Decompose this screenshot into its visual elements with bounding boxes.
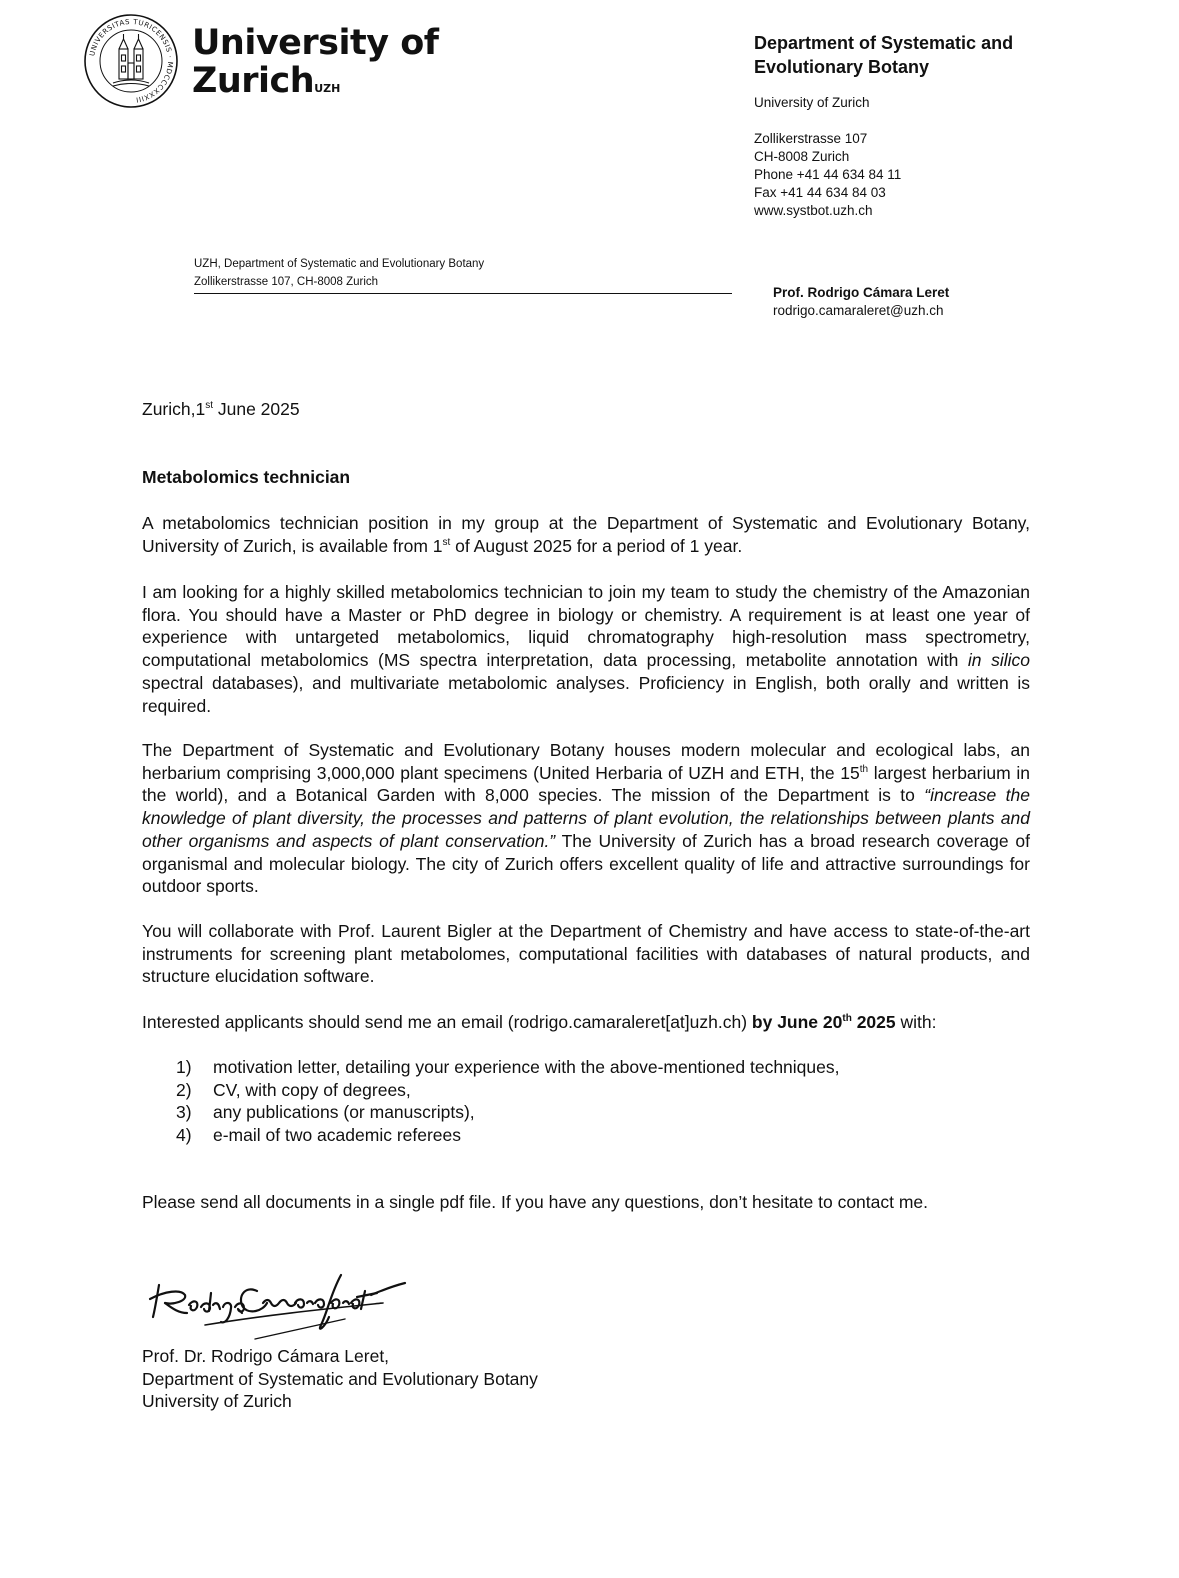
signatory-name: Prof. Dr. Rodrigo Cámara Leret, bbox=[142, 1346, 390, 1366]
list-item-number: 4) bbox=[176, 1125, 192, 1146]
list-item-text: CV, with copy of degrees, bbox=[213, 1079, 411, 1100]
department-contact bbox=[754, 130, 901, 220]
signatory-department: Department of Systematic and Evolutionary Botany bbox=[142, 1368, 538, 1389]
para3-text-a: The Department of Systematic and Evolutionary Botany houses modern molecular and ecological labs, an herbarium comprising 3,000,000 plant specimens (United Herbaria of UZH and ETH, the 15 bbox=[142, 740, 1030, 783]
requirements-list bbox=[176, 1056, 840, 1147]
sender-line1: UZH, Department of Systematic and Evolutionary Botany bbox=[194, 258, 485, 270]
university-seal-logo bbox=[83, 13, 179, 109]
department-heading bbox=[754, 31, 1013, 79]
paragraph-collaboration: You will collaborate with Prof. Laurent Bigler at the Department of Chemistry and have access to state-of-the-art instruments for screening plant metabolomes, computational facilities with databases of natural products, and structure elucidation software. bbox=[142, 921, 1030, 987]
para2-italic: in silico bbox=[967, 650, 1030, 671]
professor-contact bbox=[773, 284, 949, 320]
deadline bbox=[752, 1012, 896, 1032]
signatory-university: University of Zurich bbox=[142, 1391, 292, 1412]
para3-mission-quote: “increase the knowledge of plant diversity, the processes and patterns of plant evolution, the relationships between plants and other organisms and aspects of plant conservation.” bbox=[142, 785, 1030, 851]
para5-text-b: with: bbox=[895, 1012, 937, 1032]
deadline-text-a: by June 20 bbox=[751, 1012, 843, 1032]
list-item-text: any publications (or manuscripts), bbox=[213, 1102, 475, 1123]
professor-name: Prof. Rodrigo Cámara Leret bbox=[773, 285, 950, 300]
postal-city: CH-8008 Zurich bbox=[754, 149, 850, 164]
list-item-text: e-mail of two academic referees bbox=[213, 1125, 462, 1146]
para5-text-a: Interested applicants should send me an email (rodrigo.camaraleret[at]uzh.ch) bbox=[142, 1012, 752, 1032]
department-heading-line1: Department of Systematic and bbox=[754, 33, 1014, 53]
department-institution bbox=[754, 94, 870, 112]
sender-line2: Zollikerstrasse 107, CH-8008 Zurich bbox=[194, 276, 379, 288]
list-item-number: 2) bbox=[176, 1079, 192, 1100]
department-heading-line2: Evolutionary Botany bbox=[754, 57, 930, 77]
closing-sentence: Please send all documents in a single pdf file. If you have any questions, don’t hesitate to contact me. bbox=[142, 1192, 929, 1212]
para2-text-b: spectral databases), and multivariate metabolomic analyses. Proficiency in English, both orally and written is required. bbox=[142, 672, 1030, 716]
para3-sup: th bbox=[859, 763, 869, 775]
list-item-number: 1) bbox=[176, 1057, 192, 1077]
list-item bbox=[176, 1124, 840, 1147]
letter-date bbox=[142, 399, 300, 420]
sender-return-address bbox=[194, 255, 732, 294]
letter-title: Metabolomics technician bbox=[142, 467, 351, 487]
university-name-suffix: UZH bbox=[314, 82, 341, 95]
para1-sup: st bbox=[442, 536, 451, 548]
date-suffix: June 2025 bbox=[213, 399, 300, 419]
svg-text:UNIVERSITAS TURICENSIS · MDCCC: UNIVERSITAS TURICENSIS · MDCCCXXXIII bbox=[88, 17, 175, 104]
deadline-sup: th bbox=[842, 1013, 852, 1025]
street-address: Zollikerstrasse 107 bbox=[754, 131, 868, 146]
para2-text-a: I am looking for a highly skilled metabolomics technician to join my team to study the chemistry of the Amazonian flora. You should have a Master or PhD degree in biology or chemistry. A requirement is at least one year of experience with untargeted metabolomics, liquid chromatography high-resolution mass spectrometry, computational metabolomics (MS spectra interpretation, data processing, metabolite annotation with bbox=[142, 582, 1030, 671]
para1-text-a: A metabolomics technician position in my group at the Department of Systematic and Evolutionary Botany, University of Zurich, is available from 1 bbox=[142, 513, 1030, 556]
para3-text-c: The University of Zurich has a broad research coverage of organismal and molecular biology. The city of Zurich offers excellent quality of life and attractive surroundings for outdoor sports. bbox=[142, 830, 1030, 897]
list-item-number: 3) bbox=[176, 1102, 192, 1123]
deadline-text-b: 2025 bbox=[851, 1012, 896, 1032]
list-item bbox=[176, 1079, 840, 1102]
fax-number: Fax +41 44 634 84 03 bbox=[754, 185, 886, 200]
paragraph-application bbox=[142, 1011, 1030, 1034]
paragraph-position bbox=[142, 512, 1030, 557]
university-name-line1: University of bbox=[192, 23, 439, 63]
paragraph-requirements bbox=[142, 581, 1030, 717]
date-prefix: Zurich,1 bbox=[142, 399, 206, 419]
university-name-line2: Zurich bbox=[192, 61, 315, 101]
signature-block bbox=[142, 1345, 538, 1413]
university-name bbox=[192, 24, 438, 100]
paragraph-department bbox=[142, 739, 1030, 898]
list-item bbox=[176, 1056, 840, 1079]
professor-email[interactable]: rodrigo.camaraleret@uzh.ch bbox=[773, 303, 944, 318]
para3-text-b: largest herbarium in the world), and a Botanical Garden with 8,000 species. The mission of the Department is to bbox=[142, 762, 1030, 806]
website-link[interactable]: www.systbot.uzh.ch bbox=[754, 203, 873, 218]
list-item bbox=[176, 1101, 840, 1124]
para1-text-b: of August 2025 for a period of 1 year. bbox=[450, 535, 743, 556]
handwritten-signature bbox=[145, 1263, 410, 1345]
list-item-text: motivation letter, detailing your experience with the above-mentioned techniques, bbox=[213, 1057, 840, 1077]
date-sup: st bbox=[205, 400, 213, 412]
institution-line: University of Zurich bbox=[754, 95, 870, 110]
phone-number: Phone +41 44 634 84 11 bbox=[754, 167, 902, 182]
